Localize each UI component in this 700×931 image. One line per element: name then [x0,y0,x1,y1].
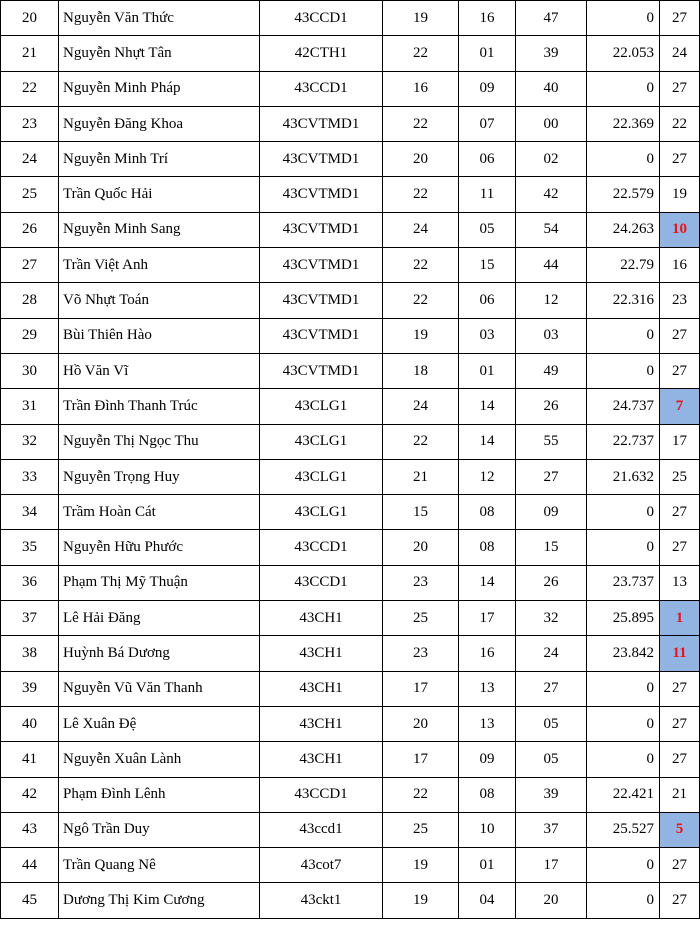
value-a-cell: 22 [383,777,459,812]
score-cell: 0 [587,71,660,106]
value-a-cell: 19 [383,318,459,353]
value-b-cell: 06 [459,283,516,318]
table-row [1,142,700,177]
value-c-cell: 44 [516,248,587,283]
score-cell: 22.79 [587,248,660,283]
score-cell: 22.053 [587,36,660,71]
value-b-cell: 05 [459,212,516,247]
value-c-cell: 24 [516,636,587,671]
value-b-cell: 14 [459,389,516,424]
value-b-cell: 13 [459,671,516,706]
class-cell: 43CH1 [260,742,383,777]
rank-cell: 27 [660,883,700,918]
class-cell: 43CVTMD1 [260,248,383,283]
row-number-cell: 23 [1,106,59,141]
name-cell: Trần Việt Anh [59,248,260,283]
rank-cell: 27 [660,742,700,777]
name-cell: Nguyễn Vũ Văn Thanh [59,671,260,706]
name-cell: Nguyễn Xuân Lành [59,742,260,777]
value-b-cell: 06 [459,142,516,177]
row-number-cell: 31 [1,389,59,424]
class-cell: 43CH1 [260,671,383,706]
table-row [1,318,700,353]
row-number-cell: 34 [1,495,59,530]
row-number-cell: 32 [1,424,59,459]
score-cell: 22.737 [587,424,660,459]
row-number-cell: 35 [1,530,59,565]
value-b-cell: 04 [459,883,516,918]
name-cell: Ngô Trần Duy [59,812,260,847]
value-c-cell: 49 [516,353,587,388]
row-number-cell: 43 [1,812,59,847]
table-row [1,812,700,847]
value-c-cell: 40 [516,71,587,106]
name-cell: Hồ Văn Vĩ [59,353,260,388]
value-c-cell: 05 [516,706,587,741]
class-cell: 43CCD1 [260,565,383,600]
class-cell: 43CLG1 [260,495,383,530]
value-a-cell: 25 [383,601,459,636]
class-cell: 43CVTMD1 [260,318,383,353]
rank-cell: 27 [660,142,700,177]
row-number-cell: 30 [1,353,59,388]
value-b-cell: 11 [459,177,516,212]
name-cell: Bùi Thiên Hào [59,318,260,353]
value-a-cell: 22 [383,283,459,318]
value-c-cell: 12 [516,283,587,318]
name-cell: Phạm Đình Lênh [59,777,260,812]
score-cell: 0 [587,353,660,388]
rank-cell: 17 [660,424,700,459]
value-b-cell: 08 [459,530,516,565]
rank-cell: 23 [660,283,700,318]
score-cell: 23.737 [587,565,660,600]
class-cell: 43CVTMD1 [260,142,383,177]
value-a-cell: 23 [383,565,459,600]
score-cell: 21.632 [587,459,660,494]
class-cell: 43CLG1 [260,459,383,494]
value-c-cell: 00 [516,106,587,141]
name-cell: Trần Quốc Hải [59,177,260,212]
row-number-cell: 29 [1,318,59,353]
name-cell: Nguyễn Đăng Khoa [59,106,260,141]
score-cell: 22.421 [587,777,660,812]
rank-cell-highlighted: 7 [660,389,700,424]
row-number-cell: 44 [1,848,59,883]
class-cell: 42CTH1 [260,36,383,71]
value-a-cell: 24 [383,212,459,247]
value-a-cell: 17 [383,742,459,777]
table-row [1,636,700,671]
table-row [1,671,700,706]
value-b-cell: 01 [459,353,516,388]
value-c-cell: 47 [516,1,587,36]
value-c-cell: 39 [516,36,587,71]
value-c-cell: 54 [516,212,587,247]
value-b-cell: 12 [459,459,516,494]
class-cell: 43CCD1 [260,777,383,812]
rank-cell-highlighted: 11 [660,636,700,671]
name-cell: Huỳnh Bá Dương [59,636,260,671]
name-cell: Nguyễn Trọng Huy [59,459,260,494]
rank-cell: 19 [660,177,700,212]
name-cell: Nguyễn Hữu Phước [59,530,260,565]
value-c-cell: 55 [516,424,587,459]
row-number-cell: 45 [1,883,59,918]
value-a-cell: 20 [383,530,459,565]
table-row [1,601,700,636]
name-cell: Trần Đình Thanh Trúc [59,389,260,424]
value-a-cell: 24 [383,389,459,424]
value-b-cell: 16 [459,1,516,36]
value-c-cell: 39 [516,777,587,812]
table-row [1,106,700,141]
value-b-cell: 14 [459,565,516,600]
class-cell: 43CVTMD1 [260,353,383,388]
table-row [1,353,700,388]
row-number-cell: 41 [1,742,59,777]
score-cell: 0 [587,318,660,353]
row-number-cell: 42 [1,777,59,812]
score-cell: 22.369 [587,106,660,141]
row-number-cell: 25 [1,177,59,212]
value-c-cell: 03 [516,318,587,353]
name-cell: Trầm Hoàn Cát [59,495,260,530]
rank-cell: 21 [660,777,700,812]
value-b-cell: 07 [459,106,516,141]
row-number-cell: 22 [1,71,59,106]
table-row [1,283,700,318]
rank-cell: 27 [660,848,700,883]
table-row [1,848,700,883]
row-number-cell: 36 [1,565,59,600]
class-cell: 43CVTMD1 [260,177,383,212]
name-cell: Dương Thị Kim Cương [59,883,260,918]
value-b-cell: 09 [459,742,516,777]
class-cell: 43CH1 [260,601,383,636]
value-c-cell: 32 [516,601,587,636]
value-a-cell: 23 [383,636,459,671]
value-b-cell: 13 [459,706,516,741]
rank-cell: 27 [660,318,700,353]
value-c-cell: 26 [516,565,587,600]
value-b-cell: 14 [459,424,516,459]
value-c-cell: 37 [516,812,587,847]
value-b-cell: 15 [459,248,516,283]
class-cell: 43cot7 [260,848,383,883]
table-row [1,389,700,424]
rank-cell: 25 [660,459,700,494]
score-cell: 0 [587,142,660,177]
name-cell: Nguyễn Thị Ngọc Thu [59,424,260,459]
score-cell: 24.263 [587,212,660,247]
score-cell: 0 [587,495,660,530]
table-row [1,177,700,212]
value-a-cell: 16 [383,71,459,106]
table-row [1,706,700,741]
table-row [1,565,700,600]
value-a-cell: 21 [383,459,459,494]
name-cell: Lê Xuân Đệ [59,706,260,741]
rank-cell: 13 [660,565,700,600]
value-b-cell: 03 [459,318,516,353]
value-c-cell: 02 [516,142,587,177]
value-a-cell: 22 [383,177,459,212]
class-cell: 43CH1 [260,706,383,741]
value-a-cell: 20 [383,142,459,177]
row-number-cell: 26 [1,212,59,247]
value-b-cell: 17 [459,601,516,636]
table-row [1,36,700,71]
class-cell: 43ccd1 [260,812,383,847]
value-a-cell: 22 [383,424,459,459]
value-b-cell: 01 [459,848,516,883]
score-cell: 0 [587,530,660,565]
value-c-cell: 42 [516,177,587,212]
name-cell: Nguyễn Minh Pháp [59,71,260,106]
value-a-cell: 20 [383,706,459,741]
rank-cell-highlighted: 5 [660,812,700,847]
row-number-cell: 39 [1,671,59,706]
table-row [1,777,700,812]
rank-cell-highlighted: 10 [660,212,700,247]
rank-cell: 27 [660,671,700,706]
rank-cell: 16 [660,248,700,283]
score-cell: 0 [587,706,660,741]
row-number-cell: 40 [1,706,59,741]
table-row [1,248,700,283]
value-c-cell: 26 [516,389,587,424]
value-a-cell: 22 [383,106,459,141]
class-cell: 43CLG1 [260,389,383,424]
value-c-cell: 15 [516,530,587,565]
row-number-cell: 33 [1,459,59,494]
class-cell: 43CCD1 [260,1,383,36]
rank-cell: 24 [660,36,700,71]
score-cell: 0 [587,742,660,777]
rank-cell: 27 [660,530,700,565]
value-c-cell: 27 [516,459,587,494]
rank-cell: 27 [660,1,700,36]
value-a-cell: 25 [383,812,459,847]
score-cell: 25.895 [587,601,660,636]
class-cell: 43CVTMD1 [260,212,383,247]
value-c-cell: 17 [516,848,587,883]
table-row [1,71,700,106]
class-cell: 43CVTMD1 [260,106,383,141]
value-b-cell: 10 [459,812,516,847]
value-a-cell: 18 [383,353,459,388]
name-cell: Nguyễn Minh Trí [59,142,260,177]
value-b-cell: 09 [459,71,516,106]
name-cell: Trần Quang Nê [59,848,260,883]
name-cell: Nguyễn Minh Sang [59,212,260,247]
value-b-cell: 01 [459,36,516,71]
rank-cell-highlighted: 1 [660,601,700,636]
class-cell: 43CCD1 [260,530,383,565]
score-cell: 22.316 [587,283,660,318]
name-cell: Nguyễn Nhựt Tân [59,36,260,71]
value-a-cell: 15 [383,495,459,530]
score-cell: 0 [587,848,660,883]
value-c-cell: 09 [516,495,587,530]
value-c-cell: 05 [516,742,587,777]
rank-cell: 27 [660,353,700,388]
score-cell: 0 [587,1,660,36]
value-a-cell: 19 [383,1,459,36]
class-cell: 43ckt1 [260,883,383,918]
table-row [1,212,700,247]
rank-cell: 27 [660,706,700,741]
value-a-cell: 17 [383,671,459,706]
value-b-cell: 08 [459,777,516,812]
table-row [1,459,700,494]
row-number-cell: 28 [1,283,59,318]
name-cell: Phạm Thị Mỹ Thuận [59,565,260,600]
class-cell: 43CH1 [260,636,383,671]
row-number-cell: 27 [1,248,59,283]
class-cell: 43CCD1 [260,71,383,106]
score-cell: 23.842 [587,636,660,671]
rank-cell: 27 [660,71,700,106]
table-row [1,424,700,459]
value-b-cell: 08 [459,495,516,530]
row-number-cell: 20 [1,1,59,36]
table-row [1,742,700,777]
value-c-cell: 27 [516,671,587,706]
score-cell: 24.737 [587,389,660,424]
row-number-cell: 24 [1,142,59,177]
table-row [1,883,700,918]
row-number-cell: 21 [1,36,59,71]
name-cell: Nguyễn Văn Thức [59,1,260,36]
score-cell: 25.527 [587,812,660,847]
table-row [1,495,700,530]
name-cell: Võ Nhựt Toán [59,283,260,318]
value-c-cell: 20 [516,883,587,918]
rank-cell: 27 [660,495,700,530]
value-a-cell: 19 [383,848,459,883]
score-cell: 0 [587,883,660,918]
row-number-cell: 37 [1,601,59,636]
table-row [1,1,700,36]
class-cell: 43CVTMD1 [260,283,383,318]
row-number-cell: 38 [1,636,59,671]
table-row [1,530,700,565]
value-b-cell: 16 [459,636,516,671]
score-cell: 22.579 [587,177,660,212]
class-cell: 43CLG1 [260,424,383,459]
value-a-cell: 22 [383,248,459,283]
score-cell: 0 [587,671,660,706]
name-cell: Lê Hải Đăng [59,601,260,636]
rank-cell: 22 [660,106,700,141]
table-body [1,1,700,919]
value-a-cell: 19 [383,883,459,918]
value-a-cell: 22 [383,36,459,71]
